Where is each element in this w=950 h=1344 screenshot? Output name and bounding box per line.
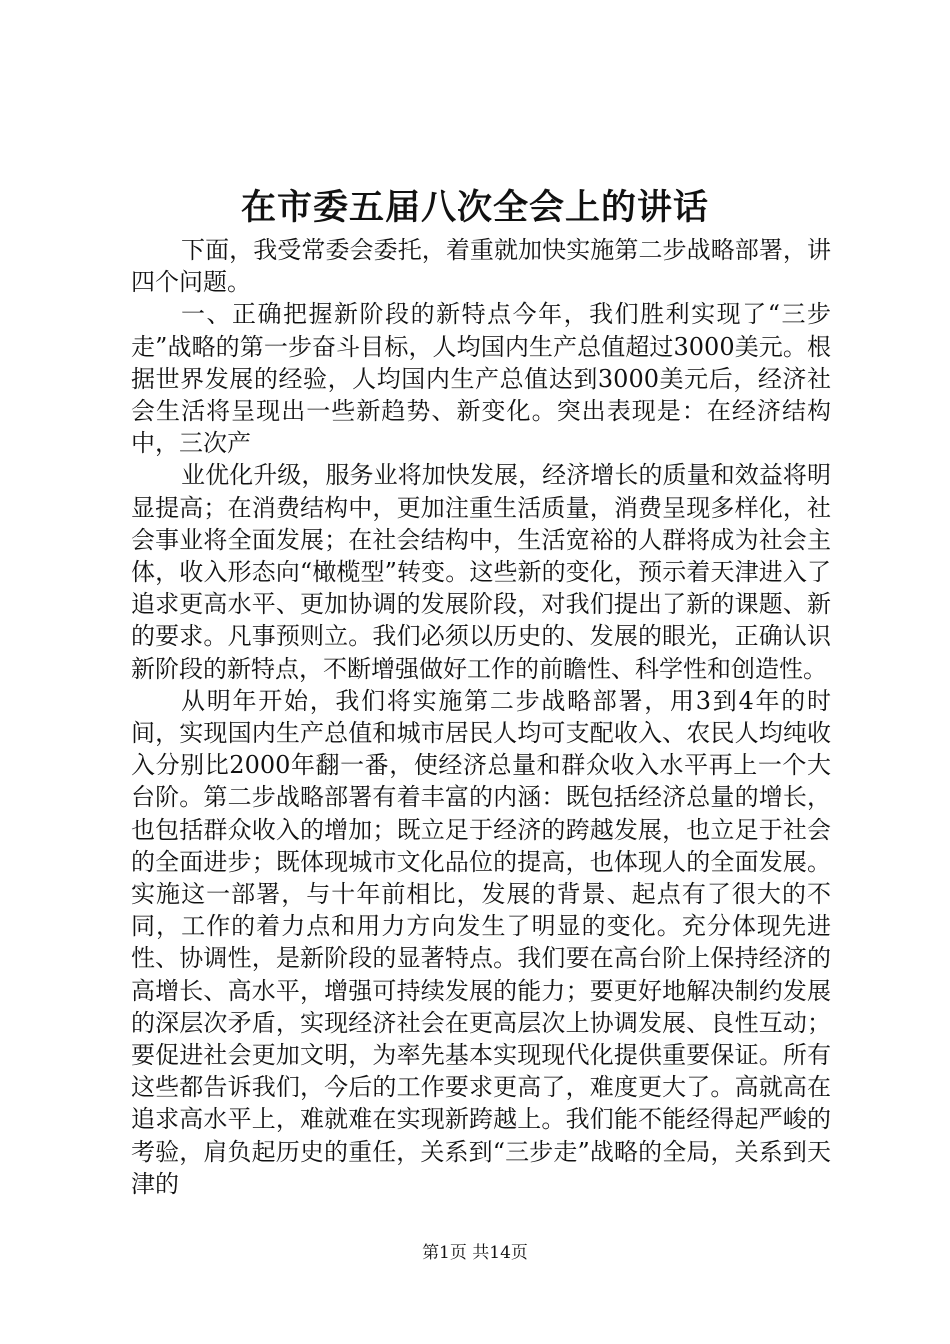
paragraph-4: 从明年开始，我们将实施第二步战略部署，用3到4年的时间，实现国内生产总值和城市居民人均可支配收入、农民人均纯收入分别比2000年翻一番，使经济总量和群众收入水平再上一个大台阶。第二步战略部署有着丰富的内涵：既包括经济总量的增长，也包括群众收入的增加；既立足于经济的跨越发展，也立足于社会的全面进步；既体现城市文化品位的提高，也体现人的全面发展。实施这一部署，与十年前相比，发展的背景、起点有了很大的不同，工作的着力点和用力方向发生了明显的变化。充分体现先进性、协调性，是新阶段的显著特点。我们要在高台阶上保持经济的高增长、高水平，增强可持续发展的能力；要更好地解决制约发展的深层次矛盾，实现经济社会在更高层次上协调发展、良性互动；要促进社会更加文明，为率先基本实现现代化提供重要保证。所有这些都告诉我们，今后的工作要求更高了，难度更大了。高就高在追求高水平上，难就难在实现新跨越上。我们能不能经得起严峻的考验，肩负起历史的重任，关系到“三步走”战略的全局，关系到天津的 <box>131 686 831 1198</box>
paragraph-3: 业优化升级，服务业将加快发展，经济增长的质量和效益将明显提高；在消费结构中，更加注重生活质量，消费呈现多样化，社会事业将全面发展；在社会结构中，生活宽裕的人群将成为社会主体，收入形态向“橄榄型”转变。这些新的变化，预示着天津进入了追求更高水平、更加协调的发展阶段，对我们提出了新的课题、新的要求。凡事预则立。我们必须以历史的、发展的眼光，正确认识新阶段的新特点，不断增强做好工作的前瞻性、科学性和创造性。 <box>131 461 831 683</box>
paragraph-1: 下面，我受常委会委托，着重就加快实施第二步战略部署，讲四个问题。 <box>131 236 831 297</box>
page-number-footer: 第1页 共14页 <box>422 1243 528 1263</box>
document-body <box>131 234 831 1200</box>
paragraph-2: 一、正确把握新阶段的新特点今年，我们胜利实现了“三步走”战略的第一步奋斗目标，人均国内生产总值超过3000美元。根据世界发展的经验，人均国内生产总值达到3000美元后，经济社会生活将呈现出一些新趋势、新变化。突出表现是：在经济结构中，三次产 <box>131 300 831 458</box>
document-title: 在市委五届八次全会上的讲话 <box>240 187 709 228</box>
